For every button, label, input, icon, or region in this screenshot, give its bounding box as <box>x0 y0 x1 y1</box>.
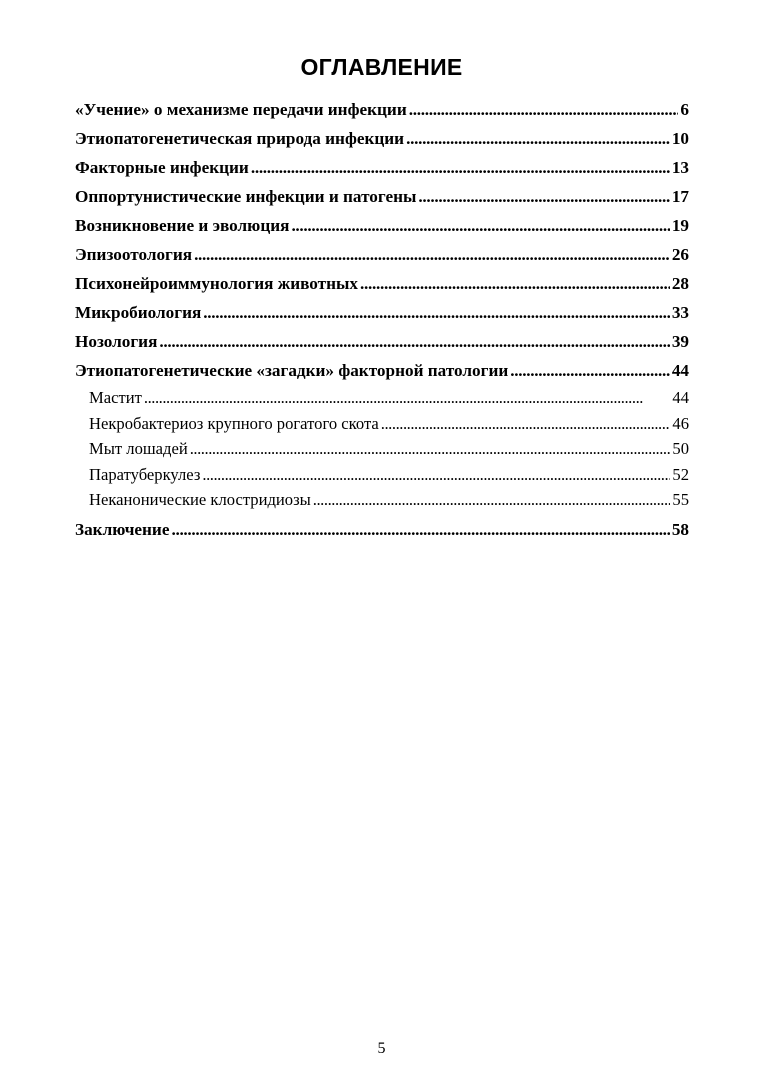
toc-entry[interactable] <box>75 356 689 385</box>
toc-entry[interactable] <box>75 515 689 544</box>
toc-entry-label: Неканонические клостридиозы <box>89 490 311 509</box>
dot-leader <box>291 211 669 240</box>
toc-entry-label: Оппортунистические инфекции и патогены <box>75 187 417 206</box>
toc-entry-page: 33 <box>671 303 689 322</box>
toc-entry-page: 39 <box>671 332 689 351</box>
toc-subentry[interactable] <box>75 411 689 437</box>
dot-leader <box>194 240 670 269</box>
toc-entry[interactable] <box>75 182 689 211</box>
toc-entry-page: 58 <box>671 519 689 539</box>
toc-entry-label: Некробактериоз крупного рогатого скота <box>89 413 379 433</box>
toc-entry-label: Заключение <box>75 519 170 539</box>
toc-subentry[interactable] <box>75 487 689 513</box>
toc-entry-label: Этиопатогенетическая природа инфекции <box>75 129 405 148</box>
dot-leader <box>313 487 671 513</box>
toc-entry[interactable] <box>75 153 689 182</box>
dot-leader <box>510 356 670 385</box>
toc-entry-label: Факторные инфекции <box>75 158 249 177</box>
toc-subentry[interactable] <box>75 385 689 411</box>
toc-entry-page: 10 <box>671 129 689 148</box>
toc-entry-label: Этиопатогенетические «загадки» факторной патологии <box>75 361 509 380</box>
dot-leader <box>202 462 670 488</box>
toc-subentry[interactable] <box>75 436 689 462</box>
toc-subentry[interactable] <box>75 462 689 488</box>
dot-leader <box>203 298 670 327</box>
toc-entry-page: 13 <box>671 158 689 177</box>
toc-entry-label: Микробиология <box>75 303 202 322</box>
dot-leader <box>360 269 670 298</box>
dot-leader <box>251 153 670 182</box>
dot-leader <box>381 411 671 437</box>
toc-entry[interactable] <box>75 327 689 356</box>
toc-entry-page: 55 <box>672 490 689 509</box>
toc-entry-page: 46 <box>672 413 689 433</box>
toc-entry[interactable] <box>75 269 689 298</box>
toc-entry-page: 19 <box>671 216 689 235</box>
toc-entry-page: 28 <box>671 274 689 293</box>
toc-entry[interactable] <box>75 298 689 327</box>
toc-entry-label: «Учение» о механизме передачи инфекции <box>75 100 407 119</box>
toc-entry-page: 17 <box>671 187 689 206</box>
toc-entry-label: Психонейроиммунология животных <box>75 274 358 293</box>
toc-entry-label: Мастит <box>89 388 142 407</box>
page-title: ОГЛАВЛЕНИЕ <box>300 54 463 80</box>
toc-entry-label: Мыт лошадей <box>89 439 188 458</box>
dot-leader <box>144 385 671 411</box>
toc-entry[interactable] <box>75 95 689 124</box>
toc-entry[interactable] <box>75 211 689 240</box>
dot-leader <box>406 124 670 153</box>
toc-entry-page: 44 <box>672 388 689 407</box>
dot-leader <box>171 515 669 544</box>
toc-entry-page: 44 <box>671 361 689 380</box>
toc-entry-page: 6 <box>680 100 689 119</box>
toc-entry-page: 52 <box>672 464 689 484</box>
dot-leader <box>159 327 669 356</box>
toc-entry[interactable] <box>75 124 689 153</box>
toc-entry-label: Нозология <box>75 332 158 351</box>
toc-entry-label: Возникновение и эволюция <box>75 216 290 235</box>
table-of-contents <box>75 95 689 544</box>
toc-entry-page: 50 <box>672 439 689 458</box>
toc-entry-label: Эпизоотология <box>75 245 193 264</box>
toc-entry[interactable] <box>75 240 689 269</box>
page-number: 5 <box>377 1040 386 1057</box>
dot-leader <box>409 95 679 124</box>
dot-leader <box>190 436 671 462</box>
toc-entry-label: Паратуберкулез <box>89 464 201 484</box>
toc-entry-page: 26 <box>671 245 689 264</box>
dot-leader <box>418 182 669 211</box>
